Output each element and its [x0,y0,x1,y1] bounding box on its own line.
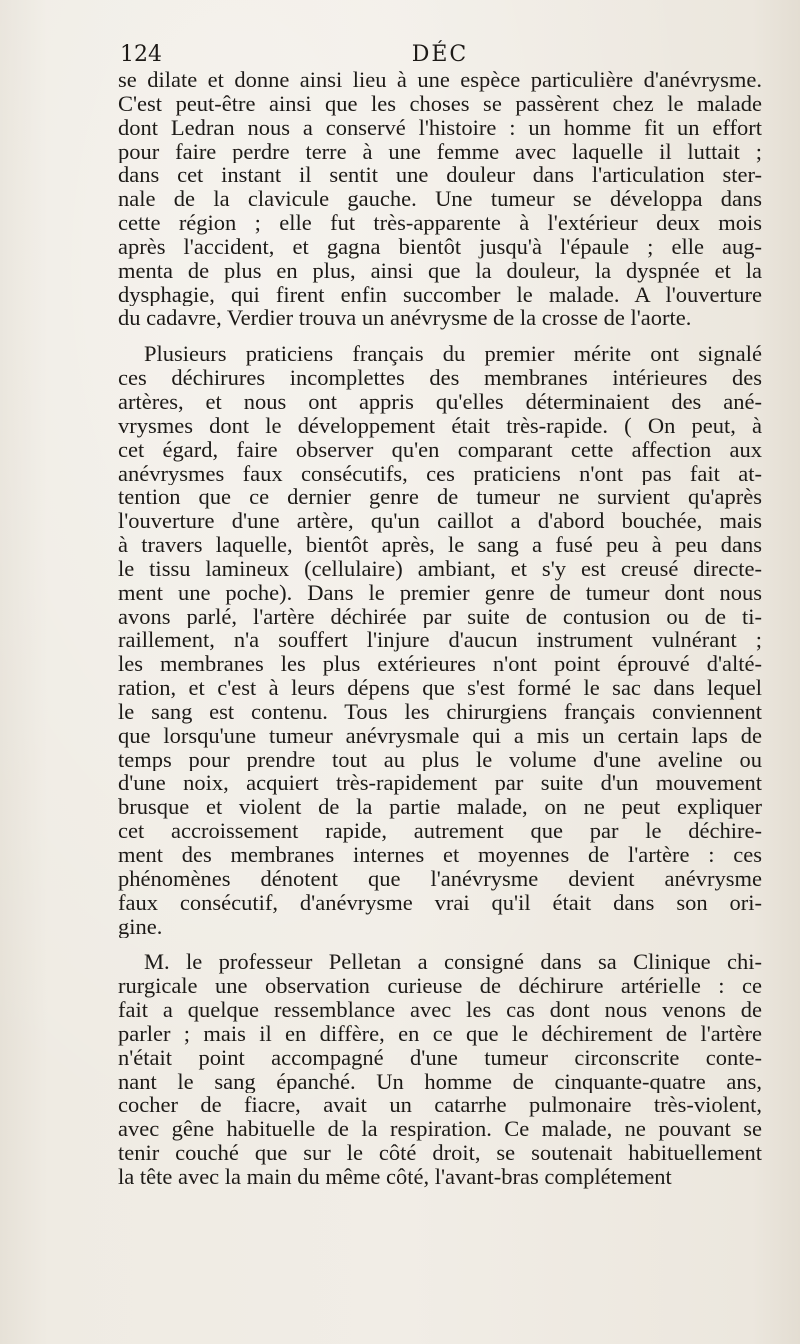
text-line: cet accroissement rapide, autrement que par le déchire- [118,819,762,843]
text-line: menta de plus en plus, ainsi que la douleur, la dyspnée et la [118,258,762,283]
text-line: à travers laquelle, bientôt après, le sang a fusé peu à peu dans [118,533,762,557]
text-line: C'est peut-être ainsi que les choses se passèrent chez le malade [118,91,762,116]
text-line: après l'accident, et gagna bientôt jusqu'à l'épaule ; elle aug- [118,234,762,259]
text-line: n'était point accompagné d'une tumeur circonscrite conte- [118,1045,762,1070]
text-line: phénomènes dénotent que l'anévrysme devient anévrysme [118,866,762,891]
text-line: fait a quelque ressemblance avec les cas dont nous venons de [118,998,762,1022]
running-head: DÉC [411,42,469,67]
text-line: temps pour prendre tout au plus le volume d'une aveline ou [118,747,762,772]
body-text [118,68,762,1189]
text-line: tenir couché que sur le côté droit, se soutenait habituellement [118,1141,762,1165]
text-line: se dilate et donne ainsi lieu à une espèce particulière d'anévrysme. [118,68,762,92]
text-line: brusque et violent de la partie malade, on ne peut expliquer [118,795,762,820]
text-line: Plusieurs praticiens français du premier mérite ont signalé [144,342,762,367]
text-line: cet égard, faire observer qu'en comparant cette affection aux [118,437,762,462]
text-line: avons parlé, l'artère déchirée par suite de contusion ou de ti- [118,604,762,629]
text-line: anévrysmes faux consécutifs, ces praticiens n'ont pas fait at- [118,461,762,486]
page-header [120,38,760,72]
text-line: l'ouverture d'une artère, qu'un caillot a d'abord bouchée, mais [118,509,762,534]
text-line: faux consécutif, d'anévrysme vrai qu'il était dans son ori- [118,890,762,915]
text-line: que lorsqu'une tumeur anévrysmale qui a mis un certain laps de [118,723,762,748]
text-line: d'une noix, acquiert très-rapidement par suite d'un mouvement [118,771,762,796]
page-number: 124 [120,42,162,67]
paragraph [118,342,762,938]
text-line: dysphagie, qui firent enfin succomber le malade. A l'ouverture [118,282,762,307]
text-line: le sang est contenu. Tous les chirurgiens français conviennent [118,699,762,724]
text-line: gine. [118,914,163,939]
text-line: rurgicale une observation curieuse de déchirure artérielle : ce [118,974,762,999]
text-line: la tête avec la main du même côté, l'avant-bras complétement [118,1164,672,1189]
text-line: ment une poche). Dans le premier genre de tumeur dont nous [118,580,762,605]
paragraph-gap [118,330,762,342]
text-line: nale de la clavicule gauche. Une tumeur se développa dans [118,187,762,212]
text-line: cette région ; elle fut très-apparente à l'extérieur deux mois [118,211,762,235]
text-line: ration, et c'est à leurs dépens que s'est formé le sac dans lequel [118,676,762,700]
text-line: nant le sang épanché. Un homme de cinquante-quatre ans, [118,1069,762,1094]
text-line: le tissu lamineux (cellulaire) ambiant, et s'y est creusé directe- [118,556,762,581]
paragraph [118,950,762,1188]
text-line: artères, et nous ont appris qu'elles déterminaient des ané- [118,389,762,414]
text-line: tention que ce dernier genre de tumeur ne survient qu'après [118,485,762,510]
paragraph-gap [118,938,762,950]
text-line: ces déchirures incomplettes des membranes intérieures des [118,366,762,390]
text-line: dont Ledran nous a conservé l'histoire : un homme fit un effort [118,115,762,140]
paragraph [118,68,762,330]
text-line: parler ; mais il en diffère, en ce que le déchirement de l'artère [118,1021,762,1046]
text-line: dans cet instant il sentit une douleur dans l'articulation ster- [118,163,762,188]
text-line: M. le professeur Pelletan a consigné dans sa Clinique chi- [144,950,762,975]
text-line: vrysmes dont le développement était très-rapide. ( On peut, à [118,413,762,438]
text-line: du cadavre, Verdier trouva un anévrysme de la crosse de l'aorte. [118,306,692,331]
text-line: cocher de fiacre, avait un catarrhe pulmonaire très-violent, [118,1093,762,1118]
text-line: ment des membranes internes et moyennes de l'artère : ces [118,843,762,867]
text-line: les membranes les plus extérieures n'ont point éprouvé d'alté- [118,652,762,677]
text-line: avec gêne habituelle de la respiration. Ce malade, ne pouvant se [118,1117,762,1142]
text-line: raillement, n'a souffert l'injure d'aucun instrument vulnérant ; [118,628,762,653]
text-line: pour faire perdre terre à une femme avec laquelle il luttait ; [118,139,762,164]
